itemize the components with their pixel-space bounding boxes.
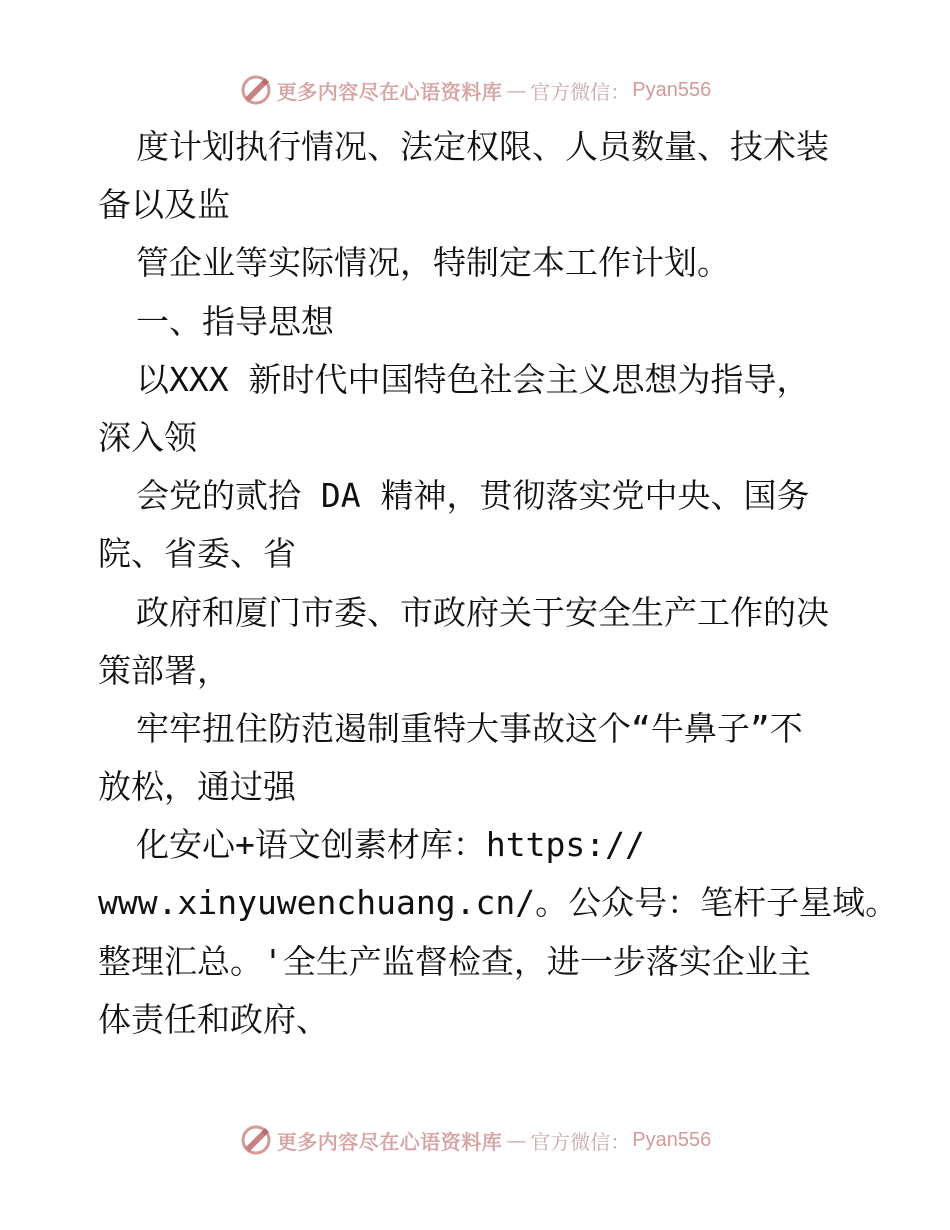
watermark-wechat-id: Pyan556	[632, 78, 712, 101]
body-line: 政府和厦门市委、市政府关于安全生产工作的决	[136, 592, 829, 632]
watermark-dash: —	[506, 1128, 527, 1152]
body-line: 院、省委、省	[98, 534, 296, 574]
body-line: 以XXX 新时代中国特色社会主义思想为指导，	[136, 359, 810, 399]
watermark-wechat-id: Pyan556	[632, 1128, 712, 1151]
body-line: 放松，通过强	[98, 767, 296, 807]
body-line: 牢牢扭住防范遏制重特大事故这个“牛鼻子”不	[136, 708, 803, 748]
body-line: 会党的贰拾 DA 精神，贯彻落实党中央、国务	[136, 476, 810, 516]
body-line: 策部署，	[98, 650, 230, 690]
watermark-main-text: 更多内容尽在心语资料库	[276, 1129, 503, 1154]
document-body	[98, 118, 899, 1049]
pen-logo-icon	[239, 73, 273, 107]
body-line: 体责任和政府、	[98, 999, 329, 1039]
pen-logo-icon	[239, 1123, 273, 1157]
body-line: 度计划执行情况、法定权限、人员数量、技术装	[136, 127, 829, 166]
watermark-sub-text: 官方微信：	[530, 1129, 631, 1154]
body-line: 深入领	[98, 417, 197, 457]
section-heading: 一、指导思想	[136, 301, 334, 341]
footer-watermark	[0, 1120, 950, 1160]
header-watermark	[0, 70, 950, 110]
body-line: 化安心+语文创素材库：https://	[136, 825, 645, 865]
body-line: 备以及监	[98, 185, 230, 225]
body-line-url: www.xinyuwenchuang.cn/。公众号：笔杆子星域。	[98, 883, 899, 923]
watermark-main-text: 更多内容尽在心语资料库	[276, 79, 503, 104]
body-line: 整理汇总。'全生产监督检查，进一步落实企业主	[98, 941, 811, 981]
watermark-dash: —	[506, 78, 527, 102]
body-line: 管企业等实际情况，特制定本工作计划。	[136, 243, 730, 283]
watermark-sub-text: 官方微信：	[530, 79, 631, 104]
